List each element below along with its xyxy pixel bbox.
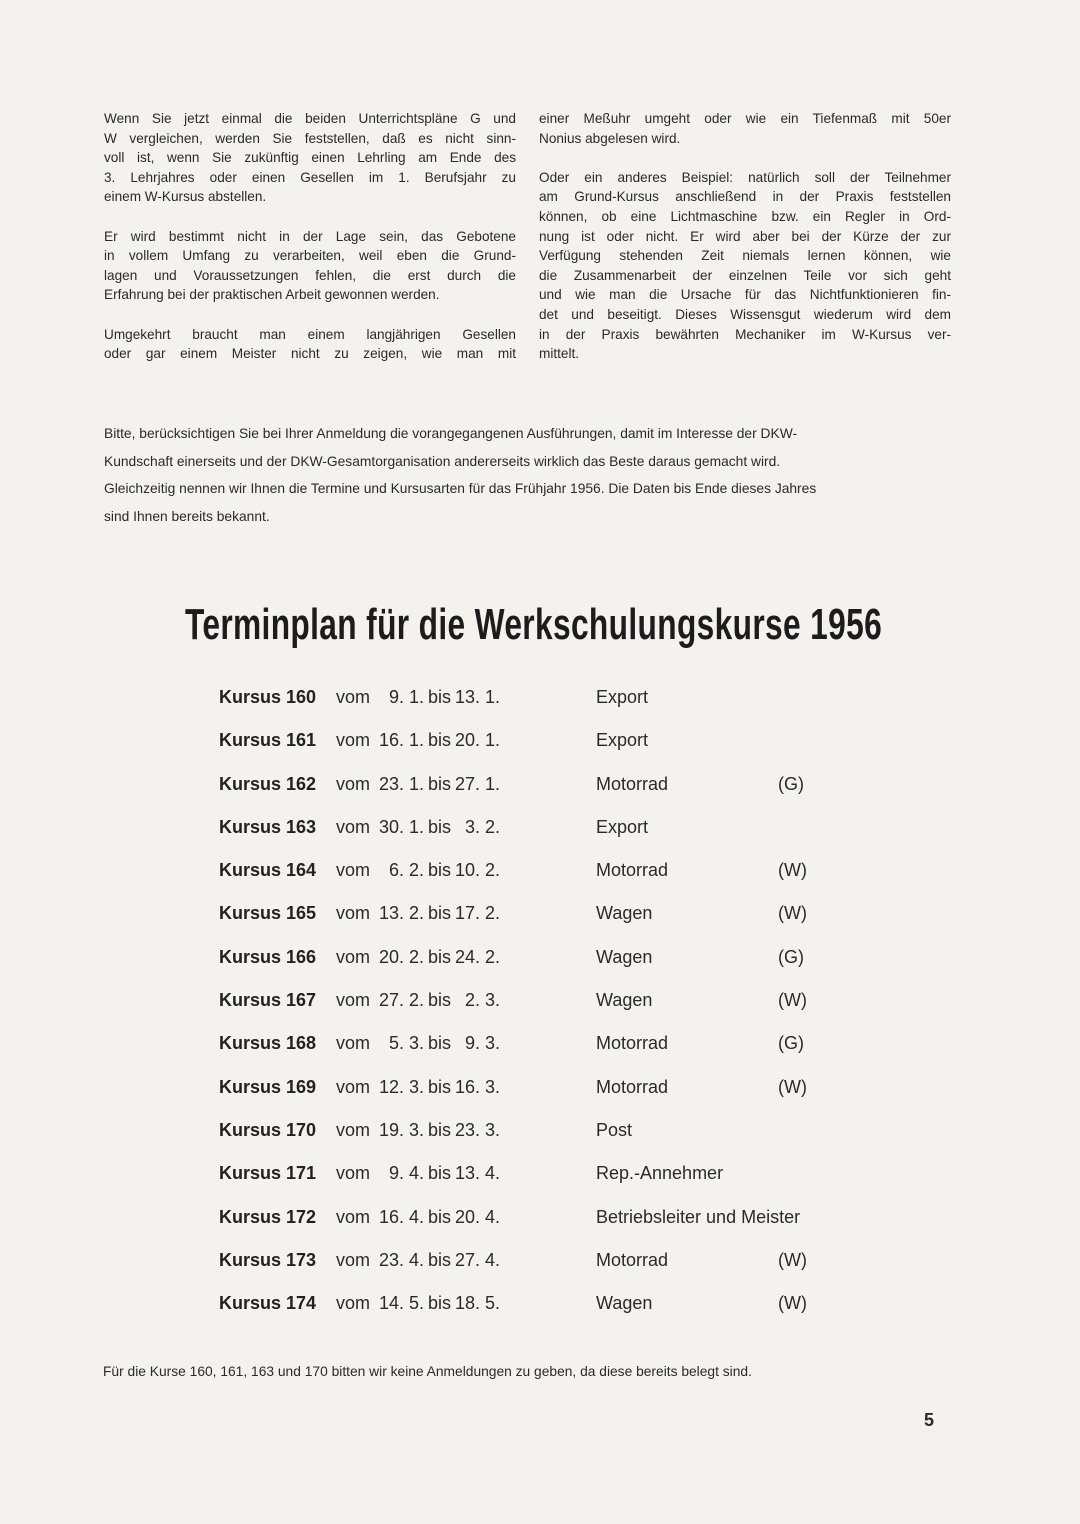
course-number: Kursus 169 [219,1076,317,1097]
table-row [0,979,1080,1022]
table-row [0,763,1080,806]
to-label: bis [428,1076,452,1097]
from-label: vom [336,1293,371,1314]
text-line: Nonius abgelesen wird. [539,130,681,146]
course-type: Motorrad [596,860,669,881]
course-level: (W) [778,1249,807,1270]
course-type: Motorrad [596,1076,669,1097]
paragraph-gap [104,305,516,325]
text-line: Umgekehrt braucht man einem langjährigen Gesellen [104,326,516,342]
end-date: 20. 1. [454,730,500,751]
start-date: 16. 1. [378,730,424,751]
to-label: bis [428,816,452,837]
course-type: Rep.-Annehmer [596,1163,724,1184]
to-label: bis [428,990,452,1011]
text-line: sind Ihnen bereits bekannt. [104,508,270,524]
course-type: Export [596,816,649,837]
end-date: 27. 1. [454,773,500,794]
course-number: Kursus 170 [219,1119,317,1140]
end-date: 10. 2. [454,860,500,881]
to-label: bis [428,1119,452,1140]
footnote: Für die Kurse 160, 161, 163 und 170 bitten wir keine Anmeldungen zu geben, da diese bereits belegt sind. [103,1364,752,1379]
end-date: 9. 3. [464,1033,500,1054]
schedule-table [0,676,1080,1325]
end-date: 2. 3. [464,990,500,1011]
to-label: bis [428,860,452,881]
course-number: Kursus 166 [219,946,317,967]
end-date: 3. 2. [464,816,500,837]
start-date: 6. 2. [388,860,424,881]
end-date: 23. 3. [454,1119,500,1140]
from-label: vom [336,903,371,924]
course-level: (W) [778,1076,807,1097]
end-date: 27. 4. [454,1249,500,1270]
text-line: det und beseitigt. Dieses Wissensgut wiederum wird dem [539,306,951,322]
paragraph [539,109,951,148]
text-line: 3. Lehrjahres oder einen Gesellen im 1. Berufsjahr zu [104,169,516,185]
start-date: 16. 4. [378,1206,424,1227]
from-label: vom [336,946,371,967]
text-line: einer Meßuhr umgeht oder wie ein Tiefenmaß mit 50er [539,111,951,126]
paragraph [104,325,516,364]
text-line: nung ist oder nicht. Er wird aber bei der Kürze der zur [539,228,951,244]
from-label: vom [336,687,371,707]
to-label: bis [428,946,452,967]
start-date: 13. 2. [378,903,424,924]
table-row [0,719,1080,762]
text-line: Er wird bestimmt nicht in der Lage sein, das Gebotene [104,228,516,244]
start-date: 9. 4. [388,1163,424,1184]
from-label: vom [336,773,371,794]
start-date: 30. 1. [378,816,424,837]
course-type: Wagen [596,990,653,1011]
start-date: 9. 1. [388,687,424,707]
course-level: (G) [778,946,804,967]
text-line: Oder ein anderes Beispiel: natürlich soll der Teilnehmer [539,169,951,185]
course-number: Kursus 162 [219,773,317,794]
course-level: (W) [778,990,807,1011]
end-date: 13. 4. [454,1163,500,1184]
from-label: vom [336,1163,371,1184]
from-label: vom [336,816,371,837]
text-line: können, ob eine Lichtmaschine bzw. ein Regler in Ord- [539,208,951,224]
end-date: 20. 4. [454,1206,500,1227]
course-type: Motorrad [596,1249,669,1270]
course-number: Kursus 163 [219,816,317,837]
to-label: bis [428,1249,452,1270]
course-type: Motorrad [596,773,669,794]
to-label: bis [428,687,452,707]
text-line: Wenn Sie jetzt einmal die beiden Unterrichtspläne G und [104,111,516,126]
left-column [104,109,516,364]
table-row [0,1066,1080,1109]
table-row [0,1196,1080,1239]
start-date: 23. 4. [378,1249,424,1270]
table-row [0,1022,1080,1065]
text-line: Erfahrung bei der praktischen Arbeit gewonnen werden. [104,287,440,303]
end-date: 16. 3. [454,1076,500,1097]
paragraph-gap [104,207,516,227]
end-date: 18. 5. [454,1293,500,1314]
from-label: vom [336,1076,371,1097]
table-row [0,849,1080,892]
from-label: vom [336,1249,371,1270]
text-line: in vollem Umfang zu verarbeiten, weil eben die Grund- [104,248,516,264]
to-label: bis [428,773,452,794]
text-line: Bitte, berücksichtigen Sie bei Ihrer Anmeldung die vorangegangenen Ausführungen, damit im Interesse der DKW- [104,426,798,441]
paragraph-gap [539,148,951,168]
course-number: Kursus 171 [219,1163,317,1184]
start-date: 19. 3. [378,1119,424,1140]
text-line: mittelt. [539,346,580,362]
from-label: vom [336,1119,371,1140]
table-row [0,892,1080,935]
course-type: Wagen [596,946,653,967]
text-line: am Grund-Kursus anschließend in der Praxis feststellen [539,189,951,205]
course-number: Kursus 167 [219,990,317,1011]
start-date: 23. 1. [378,773,424,794]
table-row [0,676,1080,719]
page-title: Terminplan für die Werkschulungskurse 1956 [185,600,883,649]
text-line: oder gar einem Meister nicht zu zeigen, wie man mit [104,346,516,362]
paragraph [104,109,516,207]
course-number: Kursus 174 [219,1293,317,1314]
course-level: (G) [778,1033,804,1054]
course-type: Betriebsleiter und Meister [596,1206,801,1227]
to-label: bis [428,903,452,924]
paragraph [104,227,516,305]
end-date: 13. 1. [454,687,500,707]
table-row [0,1282,1080,1325]
to-label: bis [428,730,452,751]
course-type: Wagen [596,1293,653,1314]
from-label: vom [336,1206,371,1227]
text-line: in der Praxis bewährten Mechaniker im W-Kursus ver- [539,326,951,342]
course-number: Kursus 173 [219,1249,317,1270]
course-type: Motorrad [596,1033,669,1054]
end-date: 17. 2. [454,903,500,924]
course-type: Post [596,1119,633,1140]
start-date: 12. 3. [378,1076,424,1097]
page-number: 5 [924,1410,935,1430]
text-line: Verfügung stehenden Zeit niemals lernen können, wie [539,248,951,264]
right-column [539,109,951,364]
to-label: bis [428,1163,452,1184]
text-line: und wie man die Ursache für das Nichtfunktionieren fin- [539,287,951,303]
text-line: die Zusammenarbeit der einzelnen Teile vor sich geht [539,267,951,283]
course-level: (W) [778,903,807,924]
course-level: (W) [778,1293,807,1314]
text-line: Gleichzeitig nennen wir Ihnen die Termine und Kursusarten für das Frühjahr 1956. Die Daten bis Ende dieses Jahres [104,481,817,496]
table-row [0,1152,1080,1195]
start-date: 27. 2. [378,990,424,1011]
course-level: (G) [778,773,804,794]
text-line: voll ist, wenn Sie zukünftig einen Lehrling am Ende des [104,150,516,166]
table-row [0,1239,1080,1282]
course-number: Kursus 172 [219,1206,317,1227]
text-line: lagen und Voraussetzungen fehlen, die erst durch die [104,267,516,283]
table-row [0,1109,1080,1152]
table-row [0,806,1080,849]
course-number: Kursus 161 [219,730,317,751]
intro-paragraph [104,420,950,530]
course-type: Wagen [596,903,653,924]
table-row [0,936,1080,979]
course-number: Kursus 164 [219,860,317,881]
course-number: Kursus 160 [219,687,317,707]
course-number: Kursus 168 [219,1033,317,1054]
from-label: vom [336,860,371,881]
end-date: 24. 2. [454,946,500,967]
start-date: 5. 3. [388,1033,424,1054]
to-label: bis [428,1033,452,1054]
course-number: Kursus 165 [219,903,317,924]
course-type: Export [596,730,649,751]
paragraph [539,168,951,364]
text-line: W vergleichen, werden Sie feststellen, daß es nicht sinn- [104,130,516,146]
start-date: 14. 5. [378,1293,424,1314]
from-label: vom [336,990,371,1011]
course-level: (W) [778,860,807,881]
start-date: 20. 2. [378,946,424,967]
text-line: einem W-Kursus abstellen. [104,189,267,205]
to-label: bis [428,1293,452,1314]
from-label: vom [336,1033,371,1054]
course-type: Export [596,687,649,707]
text-line: Kundschaft einerseits und der DKW-Gesamtorganisation andererseits wirklich das Beste daraus gemacht wird. [104,453,781,469]
to-label: bis [428,1206,452,1227]
from-label: vom [336,730,371,751]
